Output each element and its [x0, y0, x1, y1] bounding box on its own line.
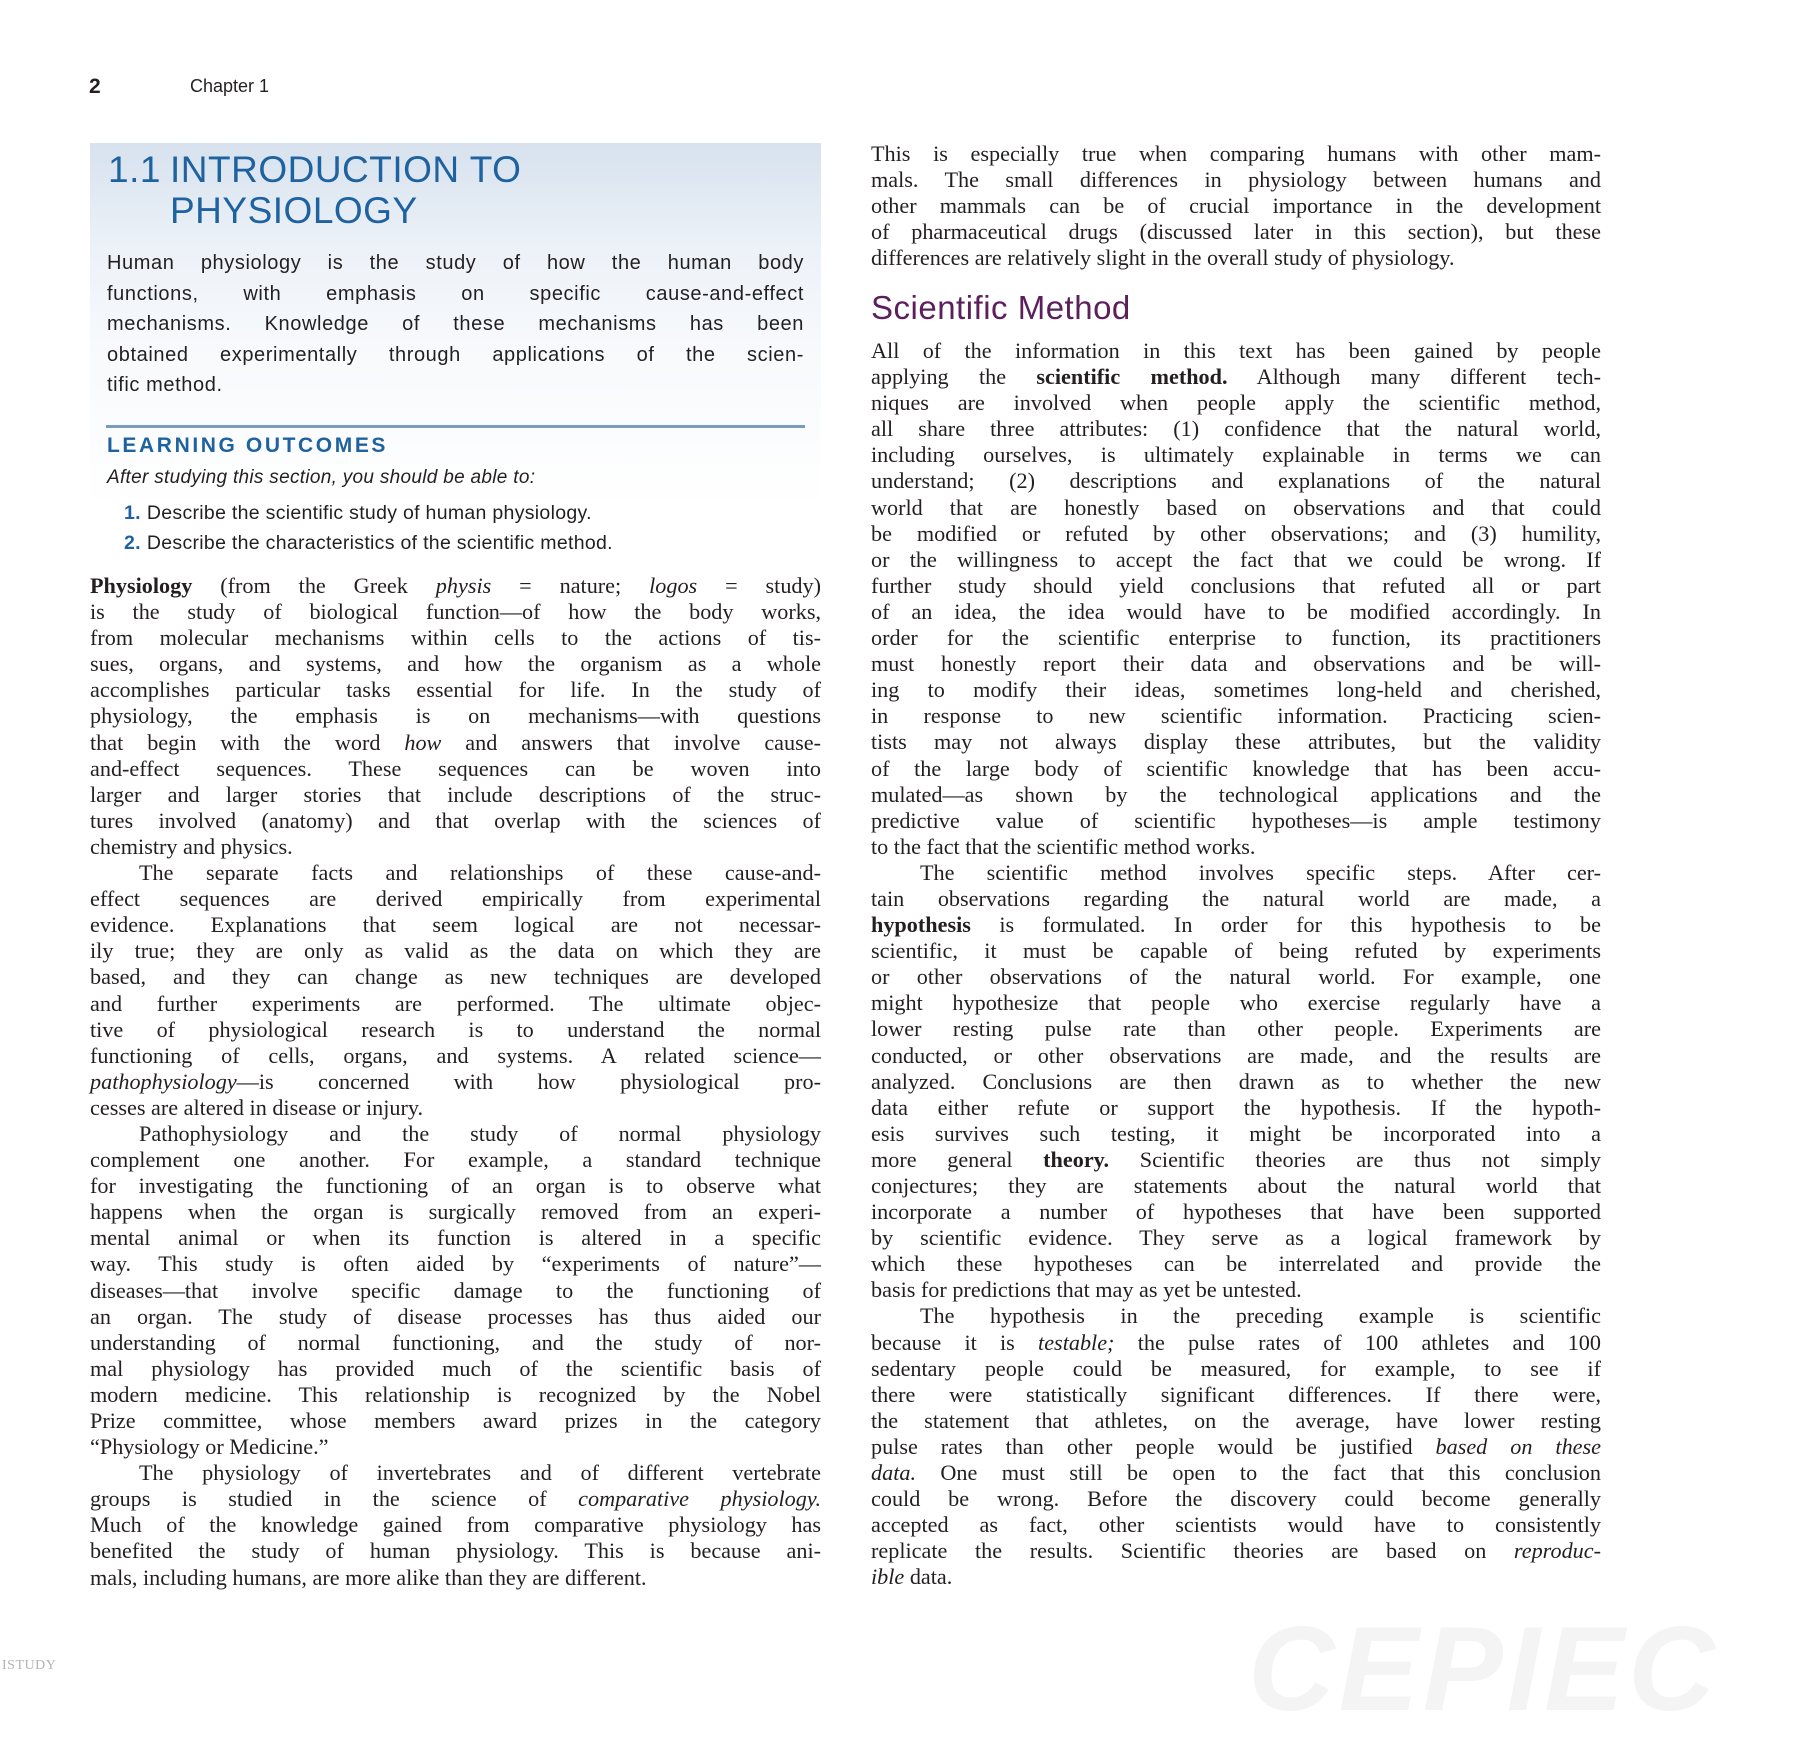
text-line: for investigating the functioning of an organ is to observe what: [90, 1173, 821, 1199]
running-head: Chapter 1: [190, 76, 270, 96]
text-line: data. One must still be open to the fact that this conclusion: [871, 1460, 1601, 1486]
text-line: ily true; they are only as valid as the data on which they are: [90, 938, 821, 964]
text-line: must honestly report their data and observations and be will-: [871, 651, 1601, 677]
text-line: an organ. The study of disease processes has thus aided our: [90, 1303, 821, 1329]
text-line: Prize committee, whose members award prizes in the category: [90, 1408, 821, 1433]
text-line: chemistry and physics.: [90, 833, 293, 859]
text-line: tain observations regarding the natural world are made, a: [871, 885, 1601, 911]
text-line: happens when the organ is surgically removed from an experi-: [90, 1199, 821, 1225]
text-line: evidence. Explanations that seem logical are not necessar-: [90, 912, 821, 938]
text-line: based, and they can change as new techniques are developed: [90, 964, 821, 990]
text-line: The physiology of invertebrates and of different vertebrate: [139, 1460, 821, 1486]
text-line: larger and larger stories that include descriptions of the struc-: [90, 781, 821, 807]
text-line: from molecular mechanisms within cells to the actions of tis-: [90, 625, 821, 651]
text-line: All of the information in this text has been gained by people: [871, 338, 1601, 363]
text-line: tive of physiological research is to understand the normal: [90, 1016, 821, 1042]
text-line: and further experiments are performed. The ultimate objec-: [90, 990, 821, 1016]
text-line: be modified or refuted by other observations; and (3) humility,: [871, 520, 1601, 546]
text-line: benefited the study of human physiology. This is because ani-: [90, 1538, 821, 1564]
outcome-text: Describe the characteristics of the scientific method.: [146, 532, 613, 554]
text-line: of pharmaceutical drugs (discussed later in this section), but these: [871, 219, 1601, 245]
text-line: including ourselves, is ultimately explainable in terms we can: [871, 442, 1601, 468]
text-line: all share three attributes: (1) confidence that the natural world,: [871, 416, 1601, 442]
text-line: of the large body of scientific knowledge that has been accu-: [871, 755, 1601, 781]
text-line: physiology, the emphasis is on mechanisms—with questions: [90, 703, 821, 729]
text-line: understand; (2) descriptions and explanations of the natural: [871, 468, 1601, 494]
text-line: cesses are altered in disease or injury.: [90, 1094, 424, 1120]
text-line: pulse rates than other people would be justified based on these: [871, 1433, 1601, 1459]
text-line: diseases—that involve specific damage to the functioning of: [90, 1277, 821, 1303]
text-line: lower resting pulse rate than other people. Experiments are: [871, 1016, 1601, 1042]
intro-line: Human physiology is the study of how the human body: [107, 252, 804, 274]
text-line: tists may not always display these attributes, but the validity: [871, 729, 1601, 755]
text-line: “Physiology or Medicine.”: [90, 1434, 329, 1460]
text-line: conjectures; they are statements about the natural world that: [871, 1173, 1601, 1198]
scientific-method-heading: Scientific Method: [871, 289, 1131, 326]
text-line: replicate the results. Scientific theories are based on reproduc-: [871, 1538, 1601, 1564]
text-line: by scientific evidence. They serve as a logical framework by: [871, 1225, 1601, 1251]
text-line: Much of the knowledge gained from comparative physiology has: [90, 1512, 821, 1538]
text-line: hypothesis is formulated. In order for this hypothesis to be: [871, 912, 1601, 938]
text-line: ing to modify their ideas, sometimes long-held and cherished,: [871, 677, 1601, 703]
text-line: sues, organs, and systems, and how the organism as a whole: [90, 651, 821, 677]
page-number: 2: [89, 75, 101, 98]
text-line: and-effect sequences. These sequences can be woven into: [90, 755, 821, 781]
text-line: analyzed. Conclusions are then drawn as to whether the new: [871, 1068, 1601, 1094]
text-line: world that are honestly based on observations and that could: [871, 494, 1601, 520]
text-line: in response to new scientific information. Practicing scien-: [871, 703, 1601, 729]
text-line: to the fact that the scientific method works.: [871, 833, 1256, 859]
text-line: The separate facts and relationships of these cause-and-: [139, 860, 821, 886]
section-title: [108, 149, 808, 231]
right-column-continuation: [871, 141, 1601, 271]
text-line: might hypothesize that people who exercise regularly have a: [871, 990, 1601, 1016]
outcome-number: 1.: [124, 502, 141, 524]
text-line: could be wrong. Before the discovery could become generally: [871, 1486, 1601, 1512]
text-line: The scientific method involves specific steps. After cer-: [920, 859, 1601, 885]
text-line: applying the scientific method. Although many different tech-: [871, 364, 1601, 390]
text-line: mals, including humans, are more alike than they are different.: [90, 1564, 647, 1590]
text-line: mulated—as shown by the technological applications and the: [871, 781, 1601, 807]
text-line: the statement that athletes, on the average, have lower resting: [871, 1407, 1601, 1433]
text-line: order for the scientific enterprise to function, its practitioners: [871, 625, 1601, 651]
text-line: functioning of cells, organs, and systems. A related science—: [90, 1042, 821, 1068]
text-line: other mammals can be of crucial importance in the development: [871, 193, 1601, 219]
section-title-line-1: INTRODUCTION TO: [170, 149, 522, 190]
left-column-body: [90, 573, 821, 1591]
text-line: ible data.: [871, 1564, 953, 1590]
text-line: basis for predictions that may as yet be untested.: [871, 1277, 1302, 1303]
scientific-method-body: [871, 338, 1601, 1591]
outcomes-divider: [106, 425, 805, 428]
intro-line: obtained experimentally through applications of the scien-: [107, 343, 804, 366]
text-line: which these hypotheses can be interrelated and provide the: [871, 1251, 1601, 1277]
learning-outcomes-intro: After studying this section, you should be able to:: [107, 467, 536, 488]
text-line: further study should yield conclusions that refuted all or part: [871, 572, 1601, 598]
text-line: predictive value of scientific hypotheses—is ample testimony: [871, 807, 1601, 833]
text-line: because it is testable; the pulse rates of 100 athletes and 100: [871, 1329, 1601, 1355]
text-line: Pathophysiology and the study of normal physiology: [139, 1120, 821, 1146]
text-line: This is especially true when comparing humans with other mam-: [871, 141, 1601, 166]
text-line: The hypothesis in the preceding example is scientific: [920, 1303, 1601, 1329]
intro-line: functions, with emphasis on specific cause-and-effect: [107, 282, 804, 305]
learning-outcomes-heading: LEARNING OUTCOMES: [107, 434, 389, 457]
text-line: sedentary people could be measured, for example, to see if: [871, 1355, 1601, 1381]
intro-line: tific method.: [107, 374, 223, 396]
learning-outcome-2: [124, 532, 613, 555]
text-line: mental animal or when its function is altered in a specific: [90, 1225, 821, 1251]
text-line: there were statistically significant differences. If there were,: [871, 1381, 1601, 1407]
text-line: modern medicine. This relationship is recognized by the Nobel: [90, 1381, 821, 1407]
section-intro-text: [107, 248, 804, 401]
text-line: scientific, it must be capable of being refuted by experiments: [871, 938, 1601, 964]
text-line: conducted, or other observations are made, and the results are: [871, 1042, 1601, 1068]
outcome-text: Describe the scientific study of human physiology.: [146, 502, 592, 524]
watermark-text: ISTUDY: [2, 1658, 57, 1673]
text-line: mal physiology has provided much of the scientific basis of: [90, 1355, 821, 1381]
text-line: niques are involved when people apply the scientific method,: [871, 390, 1601, 416]
text-line: or the willingness to accept the fact that we could be wrong. If: [871, 546, 1601, 572]
text-line: or other observations of the natural world. For example, one: [871, 964, 1601, 990]
section-number: 1.1: [108, 149, 161, 190]
text-line: that begin with the word how and answers that involve cause-: [90, 729, 821, 755]
text-line: is the study of biological function—of how the body works,: [90, 599, 821, 625]
text-line: of an idea, the idea would have to be modified accordingly. In: [871, 598, 1601, 624]
text-line: esis survives such testing, it might be incorporated into a: [871, 1120, 1601, 1146]
text-line: effect sequences are derived empirically from experimental: [90, 886, 821, 912]
text-line: way. This study is often aided by “experiments of nature”—: [90, 1251, 821, 1277]
text-line: data either refute or support the hypothesis. If the hypoth-: [871, 1094, 1601, 1120]
intro-line: mechanisms. Knowledge of these mechanisms has been: [107, 313, 804, 335]
section-title-line-2: PHYSIOLOGY: [170, 190, 418, 231]
text-line: differences are relatively slight in the overall study of physiology.: [871, 245, 1455, 271]
text-line: tures involved (anatomy) and that overlap with the sciences of: [90, 807, 821, 833]
outcome-number: 2.: [124, 532, 141, 554]
text-line: Physiology (from the Greek physis = nature; logos = study): [90, 573, 822, 598]
text-line: understanding of normal functioning, and the study of nor-: [90, 1329, 821, 1355]
text-line: incorporate a number of hypotheses that have been supported: [871, 1199, 1601, 1225]
text-line: mals. The small differences in physiology between humans and: [871, 167, 1601, 193]
watermark-logo: CEPIEC: [1248, 1602, 1719, 1736]
text-line: complement one another. For example, a standard technique: [90, 1147, 821, 1173]
text-line: accomplishes particular tasks essential for life. In the study of: [90, 677, 821, 703]
text-line: more general theory. Scientific theories are thus not simply: [871, 1146, 1602, 1172]
text-line: pathophysiology—is concerned with how physiological pro-: [90, 1068, 821, 1094]
text-line: groups is studied in the science of comparative physiology.: [90, 1486, 822, 1512]
text-line: accepted as fact, other scientists would have to consistently: [871, 1512, 1601, 1538]
learning-outcome-1: [124, 502, 592, 525]
